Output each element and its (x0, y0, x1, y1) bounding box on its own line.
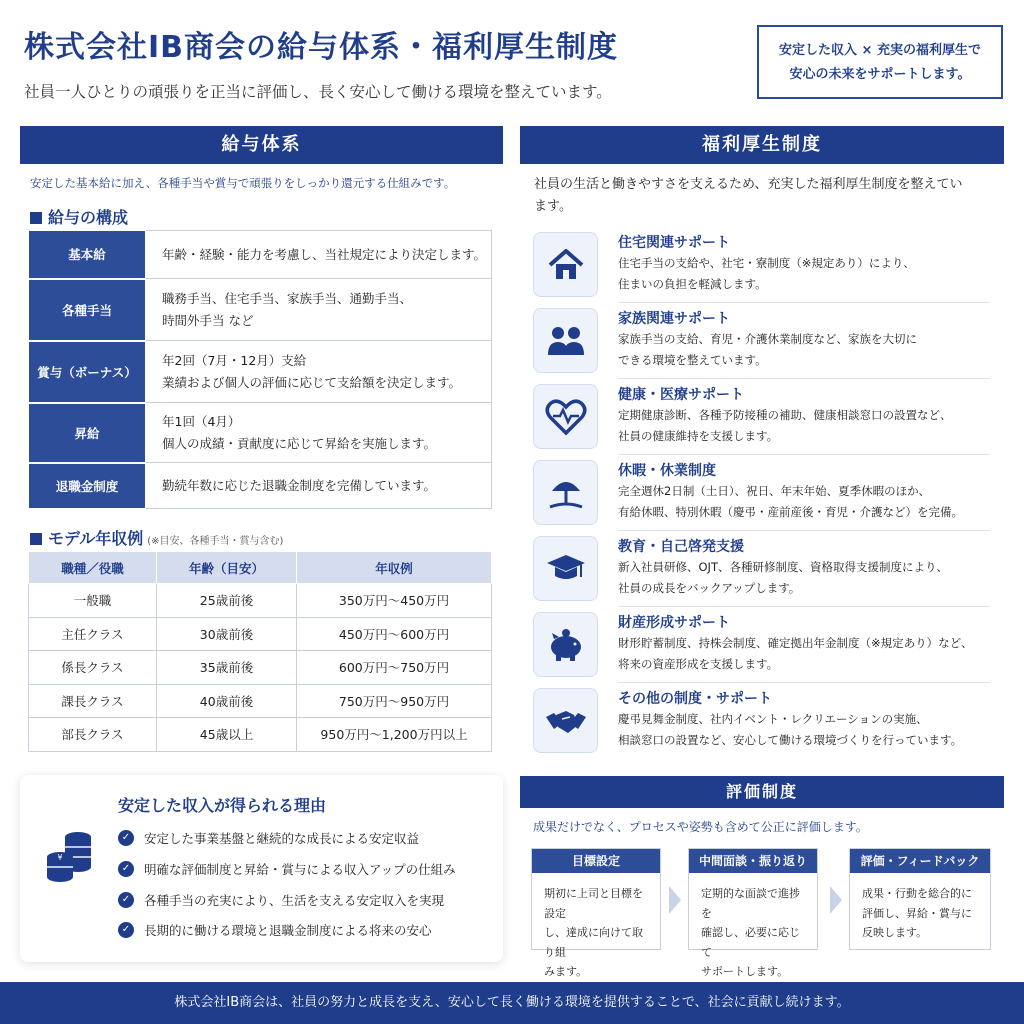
welfare-section-title: 福利厚生制度 (520, 126, 1004, 164)
table-row (29, 231, 492, 279)
reasons-title: 安定した収入が得られる理由 (118, 796, 327, 815)
table-row (29, 279, 492, 341)
evaluation-step-feedback (849, 848, 991, 950)
arrow-right-icon (830, 886, 842, 914)
benefit-description: 定期健康診断、各種予防接種の補助、健康相談窓口の設置など、 社員の健康維持を支援します。 (618, 408, 952, 443)
evaluation-section-title: 評価制度 (520, 776, 1004, 808)
cell-income: 450万円〜600万円 (297, 617, 492, 651)
benefit-item-health (530, 380, 998, 455)
cell-role: 部長クラス (29, 718, 157, 752)
step-title: 目標設定 (532, 849, 660, 873)
cell-age: 35歳前後 (157, 651, 297, 685)
row-label: 退職金制度 (29, 463, 146, 509)
cell-role: 一般職 (29, 584, 157, 618)
benefit-title: 住宅関連サポート (618, 235, 730, 251)
handshake-icon (533, 688, 598, 753)
salary-composition-table (28, 230, 492, 510)
table-row (29, 718, 492, 752)
row-label: 各種手当 (29, 279, 146, 341)
reason-item: ✓ 長期的に働ける環境と退職金制度による将来の安心 (118, 921, 432, 939)
salary-intro: 安定した基本給に加え、各種手当や賞与で頑張りをしっかり還元する仕組みです。 (30, 176, 456, 190)
divider (618, 454, 990, 455)
benefit-item-housing (530, 228, 998, 303)
cell-income: 600万円〜750万円 (297, 651, 492, 685)
divider (618, 378, 990, 379)
cell-income: 950万円〜1,200万円以上 (297, 718, 492, 752)
table-row (29, 463, 492, 509)
stable-income-reasons-box (20, 775, 503, 962)
row-value: 職務手当、住宅手当、家族手当、通勤手当、 時間外手当 など (146, 279, 492, 341)
cell-age: 30歳前後 (157, 617, 297, 651)
step-description: 期初に上司と目標を設定 し、達成に向けて取り組 みます。 (544, 887, 643, 978)
divider (618, 302, 990, 303)
house-icon (533, 232, 598, 297)
divider (618, 530, 990, 531)
footer-message: 株式会社IB商会は、社員の努力と成長を支え、安心して長く働ける環境を提供することで、社会に貢献し続けます。 (0, 982, 1024, 1024)
table-header-row (29, 552, 492, 584)
row-label: 基本給 (29, 231, 146, 279)
evaluation-intro: 成果だけでなく、プロセスや姿勢も含めて公正に評価します。 (533, 820, 868, 834)
benefit-description: 財形貯蓄制度、持株会制度、確定拠出年金制度（※規定あり）など、 将来の資産形成を支援します。 (618, 636, 973, 671)
tagline-line-2: 安心の未来をサポートします。 (789, 67, 971, 82)
row-value: 年2回（7月・12月）支給 業績および個人の評価に応じて支給額を決定します。 (146, 341, 492, 403)
column-header: 年齢（目安） (157, 552, 297, 584)
table-row (29, 403, 492, 463)
benefit-title: 教育・自己啓発支援 (618, 539, 744, 555)
graduation-cap-icon (533, 536, 598, 601)
table-row (29, 584, 492, 618)
table-row (29, 684, 492, 718)
coins-icon (44, 827, 96, 891)
benefit-description: 家族手当の支給、育児・介護休業制度など、家族を大切に できる環境を整えています。 (618, 332, 917, 367)
benefit-description: 慶弔見舞金制度、社内イベント・レクリエーションの実施、 相談窓口の設置など、安心して働ける環境づくりを行っています。 (618, 712, 963, 747)
evaluation-step-goal-setting (531, 848, 661, 978)
cell-age: 25歳前後 (157, 584, 297, 618)
row-value: 勤続年数に応じた退職金制度を完備しています。 (146, 463, 492, 509)
step-description: 定期的な面談で進捗を 確認し、必要に応じて サポートします。 (701, 887, 800, 978)
row-value: 年1回（4月） 個人の成績・貢献度に応じて昇給を実施します。 (146, 403, 492, 463)
svg-text:¥: ¥ (57, 853, 63, 862)
benefit-item-education (530, 532, 998, 607)
row-label: 賞与（ボーナス） (29, 341, 146, 403)
reason-item: ✓ 安定した事業基盤と継続的な成長による安定収益 (118, 829, 419, 847)
step-description: 成果・行動を総合的に 評価し、昇給・賞与に 反映します。 (862, 887, 972, 939)
salary-composition-heading: 給与の構成 (30, 205, 128, 228)
check-icon: ✓ (118, 830, 134, 846)
heart-pulse-icon (533, 384, 598, 449)
evaluation-step-midterm-review (688, 848, 818, 978)
benefit-item-other (530, 684, 998, 759)
reason-item: ✓ 明確な評価制度と昇給・賞与による収入アップの仕組み (118, 860, 456, 878)
benefit-item-holidays (530, 456, 998, 531)
table-row (29, 651, 492, 685)
benefit-title: 健康・医療サポート (618, 387, 744, 403)
column-header: 年収例 (297, 552, 492, 584)
reason-item: ✓ 各種手当の充実により、生活を支える安定収入を実現 (118, 891, 444, 909)
step-title: 中間面談・振り返り (689, 849, 817, 873)
benefit-description: 住宅手当の支給や、社宅・寮制度（※規定あり）により、 住まいの負担を軽減します。 (618, 256, 915, 291)
benefit-description: 新入社員研修、OJT、各種研修制度、資格取得支援制度により、 社員の成長をバックアップします。 (618, 560, 948, 595)
benefit-title: 休暇・休業制度 (618, 463, 716, 479)
piggy-bank-icon (533, 612, 598, 677)
cell-role: 課長クラス (29, 684, 157, 718)
table-row (29, 617, 492, 651)
check-icon: ✓ (118, 892, 134, 908)
welfare-intro: 社員の生活と働きやすさを支えるため、充実した福利厚生制度を整えています。 (534, 177, 963, 214)
cell-age: 45歳以上 (157, 718, 297, 752)
salary-section-title: 給与体系 (20, 126, 503, 164)
row-label: 昇給 (29, 403, 146, 463)
model-income-heading: モデル年収例 (※目安、各種手当・賞与含む) (30, 526, 283, 549)
cell-age: 40歳前後 (157, 684, 297, 718)
tagline-box (757, 25, 1003, 99)
square-bullet-icon (30, 212, 42, 224)
page-subtitle: 社員一人ひとりの頑張りを正当に評価し、長く安心して働ける環境を整えています。 (24, 83, 612, 101)
table-row (29, 341, 492, 403)
check-icon: ✓ (118, 922, 134, 938)
benefit-title: 財産形成サポート (618, 615, 730, 631)
check-icon: ✓ (118, 861, 134, 877)
page-title: 株式会社IB商会の給与体系・福利厚生制度 (24, 30, 619, 65)
column-header: 職種／役職 (29, 552, 157, 584)
square-bullet-icon (30, 533, 42, 545)
model-income-table (28, 551, 492, 752)
cell-income: 350万円〜450万円 (297, 584, 492, 618)
benefit-description: 完全週休2日制（土日）、祝日、年末年始、夏季休暇のほか、 有給休暇、特別休暇（慶弔・産前産後・育児・介護など）を完備。 (618, 484, 963, 519)
beach-umbrella-icon (533, 460, 598, 525)
benefit-title: 家族関連サポート (618, 311, 730, 327)
divider (618, 682, 990, 683)
tagline-line-1: 安定した収入 × 充実の福利厚生で (779, 43, 981, 58)
step-title: 評価・フィードバック (850, 849, 990, 873)
divider (618, 606, 990, 607)
cell-role: 主任クラス (29, 617, 157, 651)
benefit-item-family (530, 304, 998, 379)
benefit-title: その他の制度・サポート (618, 691, 772, 707)
row-value: 年齢・経験・能力を考慮し、当社規定により決定します。 (146, 231, 492, 279)
arrow-right-icon (669, 886, 681, 914)
cell-income: 750万円〜950万円 (297, 684, 492, 718)
cell-role: 係長クラス (29, 651, 157, 685)
family-icon (533, 308, 598, 373)
benefit-item-assets (530, 608, 998, 683)
